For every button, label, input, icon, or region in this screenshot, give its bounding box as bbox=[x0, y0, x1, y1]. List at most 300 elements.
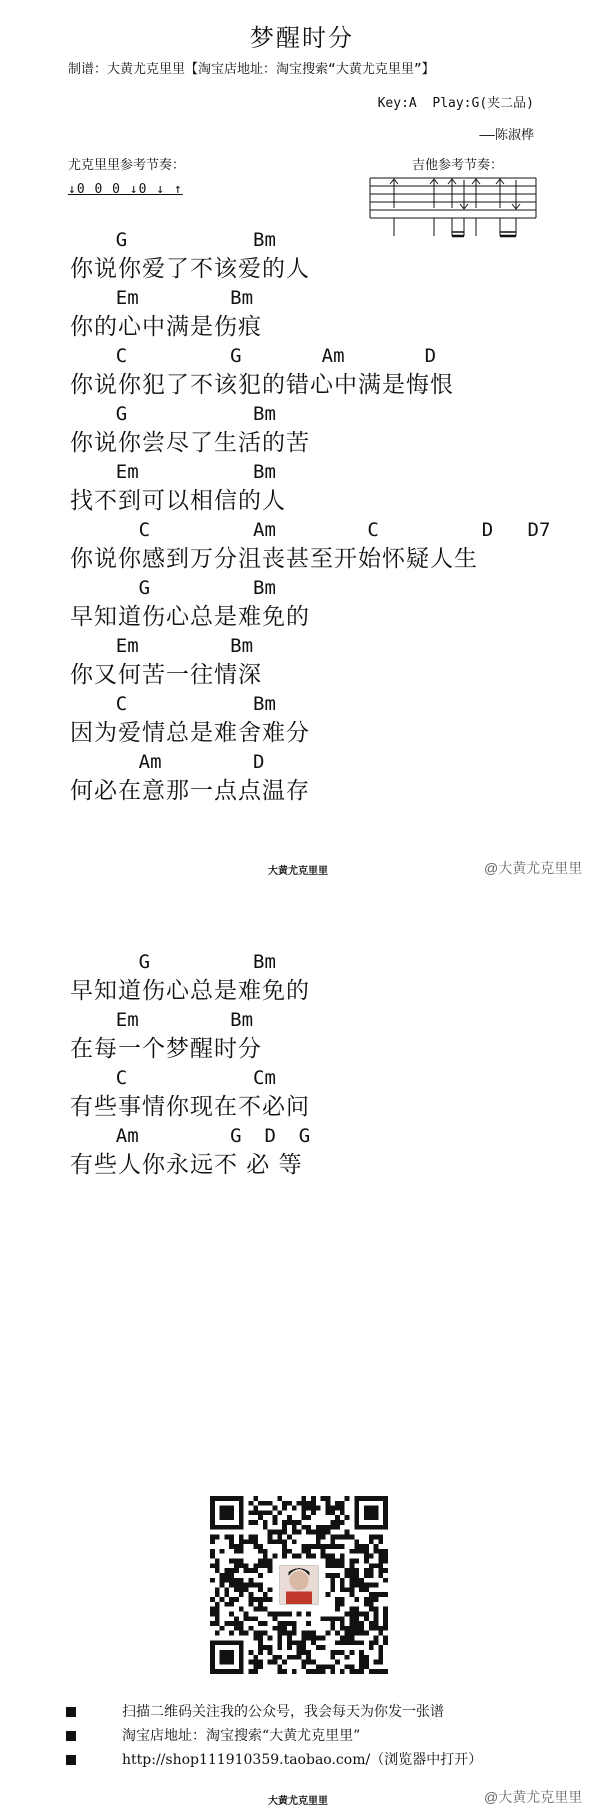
qr-module bbox=[263, 1607, 268, 1612]
qr-module bbox=[350, 1631, 355, 1636]
qr-module bbox=[345, 1587, 350, 1592]
qr-module bbox=[239, 1621, 244, 1626]
qr-module bbox=[277, 1611, 282, 1616]
qr-module bbox=[350, 1549, 355, 1554]
song-line bbox=[70, 402, 550, 460]
qr-module bbox=[378, 1592, 383, 1597]
qr-module bbox=[248, 1568, 253, 1573]
qr-module bbox=[248, 1539, 253, 1544]
qr-module bbox=[258, 1602, 263, 1607]
chord-line: Em Bm bbox=[70, 635, 254, 657]
qr-module bbox=[354, 1607, 359, 1612]
qr-module bbox=[369, 1583, 374, 1588]
qr-module bbox=[244, 1587, 249, 1592]
qr-module bbox=[282, 1530, 287, 1535]
qr-module bbox=[292, 1520, 297, 1525]
qr-module bbox=[263, 1510, 268, 1515]
qr-module bbox=[325, 1501, 330, 1506]
qr-module bbox=[330, 1544, 335, 1549]
qr-module bbox=[369, 1568, 374, 1573]
qr-module bbox=[287, 1636, 292, 1641]
qr-module bbox=[215, 1611, 220, 1616]
qr-module bbox=[359, 1650, 364, 1655]
qr-module bbox=[239, 1626, 244, 1631]
qr-module bbox=[316, 1534, 321, 1539]
qr-module bbox=[258, 1607, 263, 1612]
qr-module bbox=[350, 1616, 355, 1621]
qr-module bbox=[354, 1578, 359, 1583]
qr-module bbox=[330, 1578, 335, 1583]
qr-module bbox=[325, 1559, 330, 1564]
qr-module bbox=[287, 1645, 292, 1650]
qr-module bbox=[277, 1655, 282, 1660]
qr-module bbox=[229, 1631, 234, 1636]
qr-module bbox=[301, 1664, 306, 1669]
qr-module bbox=[248, 1520, 253, 1525]
qr-module bbox=[340, 1636, 345, 1641]
qr-module bbox=[378, 1655, 383, 1660]
qr-module bbox=[244, 1611, 249, 1616]
qr-module bbox=[354, 1631, 359, 1636]
qr-module bbox=[282, 1549, 287, 1554]
qr-module bbox=[364, 1597, 369, 1602]
qr-module bbox=[224, 1573, 229, 1578]
qr-module bbox=[311, 1669, 316, 1674]
qr-module bbox=[292, 1655, 297, 1660]
qr-module bbox=[359, 1664, 364, 1669]
credit-line: 制谱：大黄尤克里里【淘宝店地址：淘宝搜索“大黄尤克里里”】 bbox=[68, 62, 435, 77]
qr-module bbox=[369, 1563, 374, 1568]
qr-module bbox=[239, 1539, 244, 1544]
qr-module bbox=[350, 1563, 355, 1568]
qr-module bbox=[277, 1645, 282, 1650]
qr-module bbox=[277, 1636, 282, 1641]
qr-module bbox=[321, 1496, 326, 1501]
qr-module bbox=[258, 1597, 263, 1602]
qr-module bbox=[374, 1626, 379, 1631]
qr-module bbox=[335, 1616, 340, 1621]
chord-line: Am G D G bbox=[70, 1125, 311, 1147]
qr-module bbox=[311, 1510, 316, 1515]
qr-module bbox=[239, 1544, 244, 1549]
qr-module bbox=[354, 1559, 359, 1564]
qr-module bbox=[378, 1626, 383, 1631]
qr-module bbox=[335, 1559, 340, 1564]
qr-module bbox=[350, 1583, 355, 1588]
qr-module bbox=[210, 1549, 215, 1554]
qr-module bbox=[350, 1621, 355, 1626]
qr-module bbox=[383, 1626, 388, 1631]
qr-module bbox=[215, 1559, 220, 1564]
qr-module bbox=[287, 1515, 292, 1520]
qr-module bbox=[325, 1631, 330, 1636]
qr-module bbox=[330, 1616, 335, 1621]
qr-module bbox=[268, 1563, 273, 1568]
qr-module bbox=[378, 1631, 383, 1636]
qr-module bbox=[297, 1554, 302, 1559]
qr-module bbox=[234, 1626, 239, 1631]
qr-module bbox=[210, 1563, 215, 1568]
qr-module bbox=[301, 1660, 306, 1665]
qr-module bbox=[364, 1602, 369, 1607]
qr-module bbox=[282, 1631, 287, 1636]
qr-module bbox=[253, 1583, 258, 1588]
qr-module bbox=[345, 1496, 350, 1501]
qr-module bbox=[316, 1664, 321, 1669]
qr-module bbox=[359, 1583, 364, 1588]
qr-module bbox=[292, 1621, 297, 1626]
qr-module bbox=[277, 1631, 282, 1636]
qr-module bbox=[350, 1636, 355, 1641]
qr-module bbox=[244, 1568, 249, 1573]
song-line bbox=[70, 228, 550, 286]
qr-module bbox=[316, 1506, 321, 1511]
qr-module bbox=[359, 1655, 364, 1660]
qr-module bbox=[340, 1506, 345, 1511]
qr-module bbox=[345, 1611, 350, 1616]
qr-module bbox=[350, 1573, 355, 1578]
qr-module bbox=[268, 1501, 273, 1506]
qr-module bbox=[364, 1616, 369, 1621]
qr-module bbox=[215, 1607, 220, 1612]
qr-module bbox=[297, 1501, 302, 1506]
qr-module bbox=[263, 1645, 268, 1650]
qr-module bbox=[253, 1563, 258, 1568]
qr-module bbox=[325, 1616, 330, 1621]
watermark-center-bottom: 大黄尤克里里 bbox=[268, 1796, 328, 1807]
qr-module bbox=[359, 1631, 364, 1636]
qr-module bbox=[263, 1621, 268, 1626]
qr-module bbox=[253, 1520, 258, 1525]
qr-module bbox=[253, 1631, 258, 1636]
qr-module bbox=[345, 1573, 350, 1578]
qr-module bbox=[330, 1573, 335, 1578]
song-title: 梦醒时分 bbox=[250, 24, 354, 52]
qr-module bbox=[354, 1626, 359, 1631]
qr-module bbox=[369, 1640, 374, 1645]
qr-module bbox=[330, 1520, 335, 1525]
qr-module bbox=[224, 1621, 229, 1626]
qr-module bbox=[340, 1520, 345, 1525]
qr-module bbox=[330, 1534, 335, 1539]
qr-module bbox=[369, 1621, 374, 1626]
qr-module bbox=[335, 1501, 340, 1506]
qr-module bbox=[253, 1669, 258, 1674]
qr-module bbox=[263, 1525, 268, 1530]
qr-module bbox=[335, 1525, 340, 1530]
qr-module bbox=[311, 1660, 316, 1665]
qr-module bbox=[234, 1583, 239, 1588]
qr-module bbox=[229, 1602, 234, 1607]
qr-module bbox=[364, 1660, 369, 1665]
qr-module bbox=[374, 1660, 379, 1665]
qr-module bbox=[378, 1645, 383, 1650]
qr-module bbox=[273, 1655, 278, 1660]
qr-module bbox=[311, 1636, 316, 1641]
qr-module bbox=[277, 1539, 282, 1544]
qr-module bbox=[383, 1578, 388, 1583]
qr-module bbox=[364, 1544, 369, 1549]
qr-module bbox=[258, 1573, 263, 1578]
qr-module bbox=[335, 1534, 340, 1539]
qr-module bbox=[239, 1607, 244, 1612]
qr-module bbox=[364, 1587, 369, 1592]
qr-module bbox=[340, 1616, 345, 1621]
qr-module bbox=[364, 1573, 369, 1578]
lyric-line: 早知道伤心总是难免的 bbox=[70, 978, 310, 1004]
qr-module bbox=[301, 1496, 306, 1501]
qr-module bbox=[210, 1534, 215, 1539]
qr-module bbox=[345, 1640, 350, 1645]
qr-module bbox=[210, 1578, 215, 1583]
qr-module bbox=[282, 1669, 287, 1674]
qr-module bbox=[383, 1636, 388, 1641]
qr-module bbox=[258, 1660, 263, 1665]
qr-module bbox=[268, 1539, 273, 1544]
qr-module bbox=[359, 1640, 364, 1645]
qr-module bbox=[229, 1568, 234, 1573]
qr-module bbox=[268, 1534, 273, 1539]
qr-module bbox=[330, 1587, 335, 1592]
qr-module bbox=[311, 1544, 316, 1549]
qr-module bbox=[378, 1573, 383, 1578]
qr-module bbox=[340, 1640, 345, 1645]
qr-module bbox=[378, 1554, 383, 1559]
qr-module bbox=[340, 1544, 345, 1549]
qr-module bbox=[378, 1549, 383, 1554]
chord-line: C Bm bbox=[70, 693, 276, 715]
watermark-center: 大黄尤克里里 bbox=[268, 866, 328, 877]
chord-line: G Bm bbox=[70, 951, 276, 973]
qr-module bbox=[239, 1631, 244, 1636]
qr-module bbox=[253, 1660, 258, 1665]
qr-module bbox=[229, 1539, 234, 1544]
chord-line: C G Am D bbox=[70, 345, 437, 367]
song-section-1 bbox=[70, 228, 550, 808]
song-line bbox=[70, 1008, 310, 1066]
qr-module bbox=[350, 1640, 355, 1645]
qr-module bbox=[340, 1583, 345, 1588]
song-line bbox=[70, 576, 550, 634]
qr-module bbox=[239, 1559, 244, 1564]
qr-module bbox=[244, 1583, 249, 1588]
qr-module bbox=[316, 1669, 321, 1674]
qr-module bbox=[354, 1597, 359, 1602]
qr-module bbox=[234, 1549, 239, 1554]
qr-module bbox=[330, 1525, 335, 1530]
qr-module bbox=[258, 1501, 263, 1506]
qr-module bbox=[311, 1631, 316, 1636]
qr-module bbox=[359, 1587, 364, 1592]
qr-module bbox=[354, 1544, 359, 1549]
qr-module bbox=[273, 1626, 278, 1631]
qr-module bbox=[282, 1520, 287, 1525]
qr-module bbox=[340, 1587, 345, 1592]
qr-module bbox=[253, 1616, 258, 1621]
footer-notes bbox=[66, 1700, 482, 1772]
qr-module bbox=[374, 1597, 379, 1602]
qr-module bbox=[340, 1501, 345, 1506]
qr-module bbox=[268, 1510, 273, 1515]
qr-module bbox=[311, 1496, 316, 1501]
qr-module bbox=[239, 1592, 244, 1597]
qr-module bbox=[248, 1602, 253, 1607]
qr-module bbox=[364, 1583, 369, 1588]
qr-module bbox=[292, 1530, 297, 1535]
qr-module bbox=[369, 1534, 374, 1539]
qr-module bbox=[234, 1559, 239, 1564]
qr-module bbox=[229, 1611, 234, 1616]
qr-module bbox=[316, 1645, 321, 1650]
qr-module bbox=[330, 1664, 335, 1669]
qr-module bbox=[248, 1669, 253, 1674]
qr-module bbox=[325, 1544, 330, 1549]
qr-module bbox=[248, 1650, 253, 1655]
qr-module bbox=[359, 1544, 364, 1549]
qr-module bbox=[321, 1554, 326, 1559]
qr-module bbox=[311, 1640, 316, 1645]
qr-module bbox=[345, 1568, 350, 1573]
qr-module bbox=[210, 1607, 215, 1612]
qr-module bbox=[220, 1583, 225, 1588]
qr-module bbox=[248, 1583, 253, 1588]
qr-module bbox=[354, 1669, 359, 1674]
qr-module bbox=[306, 1660, 311, 1665]
qr-module bbox=[273, 1616, 278, 1621]
qr-module bbox=[311, 1501, 316, 1506]
lyric-line: 你说你犯了不该犯的错心中满是悔恨 bbox=[70, 372, 454, 398]
qr-module bbox=[335, 1563, 340, 1568]
qr-module bbox=[378, 1539, 383, 1544]
qr-module bbox=[253, 1607, 258, 1612]
qr-module bbox=[258, 1549, 263, 1554]
qr-module bbox=[248, 1578, 253, 1583]
qr-module bbox=[287, 1631, 292, 1636]
qr-module bbox=[374, 1640, 379, 1645]
qr-module bbox=[273, 1554, 278, 1559]
qr-module bbox=[229, 1583, 234, 1588]
qr-module bbox=[210, 1611, 215, 1616]
qr-module bbox=[340, 1554, 345, 1559]
qr-module bbox=[316, 1539, 321, 1544]
qr-module bbox=[364, 1554, 369, 1559]
qr-module bbox=[263, 1501, 268, 1506]
qr-module bbox=[364, 1559, 369, 1564]
qr-module bbox=[311, 1530, 316, 1535]
lyric-line: 有些事情你现在不必问 bbox=[70, 1094, 310, 1120]
shop-url: http://shop111910359.taobao.com/（浏览器中打开） bbox=[122, 1752, 483, 1768]
qr-module bbox=[215, 1631, 220, 1636]
qr-module bbox=[210, 1621, 215, 1626]
bullet-icon bbox=[66, 1731, 76, 1741]
qr-module bbox=[316, 1530, 321, 1535]
qr-module bbox=[215, 1587, 220, 1592]
song-line bbox=[70, 750, 550, 808]
qr-module bbox=[364, 1568, 369, 1573]
qr-module bbox=[229, 1621, 234, 1626]
qr-module bbox=[258, 1650, 263, 1655]
qr-module bbox=[340, 1626, 345, 1631]
qr-module bbox=[335, 1650, 340, 1655]
qr-module bbox=[330, 1669, 335, 1674]
qr-module bbox=[359, 1578, 364, 1583]
qr-module bbox=[244, 1539, 249, 1544]
qr-module bbox=[369, 1626, 374, 1631]
qr-module bbox=[316, 1636, 321, 1641]
qr-module bbox=[330, 1563, 335, 1568]
qr-module bbox=[220, 1549, 225, 1554]
qr-module bbox=[268, 1597, 273, 1602]
qr-module bbox=[316, 1544, 321, 1549]
qr-module bbox=[345, 1515, 350, 1520]
qr-module bbox=[311, 1554, 316, 1559]
qr-module bbox=[354, 1573, 359, 1578]
qr-module bbox=[369, 1669, 374, 1674]
lyric-line: 何必在意那一点点温存 bbox=[70, 778, 310, 804]
qr-module bbox=[335, 1660, 340, 1665]
qr-module bbox=[340, 1578, 345, 1583]
qr-module bbox=[378, 1660, 383, 1665]
qr-module bbox=[282, 1611, 287, 1616]
qr-module bbox=[258, 1515, 263, 1520]
qr-module bbox=[345, 1626, 350, 1631]
qr-module bbox=[335, 1515, 340, 1520]
qr-module bbox=[215, 1602, 220, 1607]
ukulele-rhythm-pattern: ↓0 0 0 ↓0 ↓ ↑ bbox=[68, 182, 183, 197]
author: ——陈淑桦 bbox=[479, 128, 534, 143]
qr-module bbox=[210, 1597, 215, 1602]
qr-module bbox=[383, 1607, 388, 1612]
qr-module bbox=[258, 1559, 263, 1564]
qr-module bbox=[383, 1559, 388, 1564]
qr-module bbox=[350, 1568, 355, 1573]
qr-module bbox=[364, 1631, 369, 1636]
qr-module bbox=[359, 1626, 364, 1631]
qr-module bbox=[253, 1544, 258, 1549]
qr-module bbox=[268, 1645, 273, 1650]
song-line bbox=[70, 634, 550, 692]
qr-module bbox=[321, 1549, 326, 1554]
qr-module bbox=[215, 1568, 220, 1573]
qr-module bbox=[268, 1559, 273, 1564]
qr-module bbox=[301, 1544, 306, 1549]
lyric-line: 你说你感到万分沮丧甚至开始怀疑人生 bbox=[70, 546, 478, 572]
qr-module bbox=[369, 1645, 374, 1650]
qr-module bbox=[330, 1506, 335, 1511]
qr-module bbox=[268, 1660, 273, 1665]
bullet-icon bbox=[66, 1707, 76, 1717]
qr-module bbox=[345, 1655, 350, 1660]
qr-module bbox=[350, 1592, 355, 1597]
qr-module bbox=[277, 1510, 282, 1515]
qr-module bbox=[263, 1559, 268, 1564]
qr-module bbox=[306, 1655, 311, 1660]
qr-module bbox=[306, 1621, 311, 1626]
qr-module bbox=[383, 1554, 388, 1559]
qr-module bbox=[335, 1631, 340, 1636]
qr-module bbox=[354, 1568, 359, 1573]
qr-module bbox=[345, 1636, 350, 1641]
qr-module bbox=[364, 1611, 369, 1616]
qr-module bbox=[301, 1525, 306, 1530]
qr-module bbox=[330, 1655, 335, 1660]
qr-module bbox=[224, 1578, 229, 1583]
qr-module bbox=[220, 1626, 225, 1631]
qr-module bbox=[301, 1640, 306, 1645]
song-line bbox=[70, 344, 550, 402]
qr-module bbox=[263, 1520, 268, 1525]
qr-module bbox=[277, 1669, 282, 1674]
